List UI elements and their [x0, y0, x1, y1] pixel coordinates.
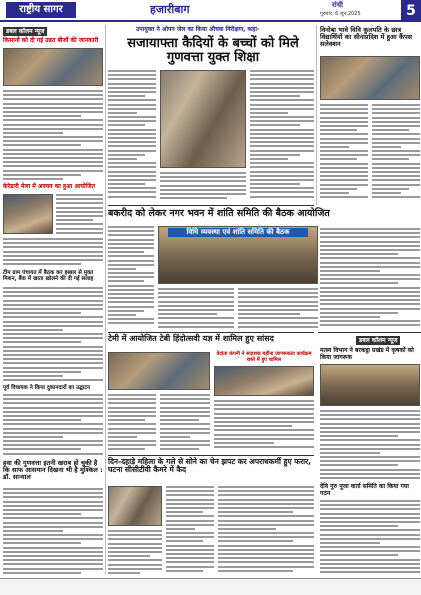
campus-selection-headline: विनोबा भावे विवि कुलपति के छात्र विद्यार्थियों का सीनाप्रदिश में हुआ कैंपस सलेक्शन	[320, 26, 413, 49]
bottom-advertisement-strip	[0, 578, 421, 595]
section-rule-3	[108, 455, 314, 456]
puja-committee-body	[320, 500, 420, 576]
yagya-photo	[108, 352, 210, 390]
vedanta-headline: वेदांता कंपनी ने सदाशक महीना जागरूकता कार्यक्रम रास्ते में हुए शामिल	[216, 351, 312, 363]
fisheries-body	[320, 410, 420, 480]
page-number: 5	[401, 0, 421, 22]
main-body-3	[250, 70, 314, 200]
jail-inspection-photo	[160, 70, 246, 168]
theft-body-1	[166, 486, 214, 576]
right-bakrid-body	[320, 228, 420, 328]
main-headline: सजायाफ्ता कैदियों के बच्चों को मिले गुणवत्ता युक्त शिक्षा	[127, 36, 299, 66]
vedanta-photo	[214, 366, 314, 396]
bakrid-body-1	[108, 226, 154, 326]
right-double-column-label: डबल कॉलम न्यूज	[356, 336, 400, 345]
yagya-body-2	[160, 394, 210, 452]
theft-body-2	[108, 530, 162, 576]
left-headline-4: पूर्व विधायक ने किया दुकानदारों का उद्घाटन	[3, 385, 91, 391]
left-headline-1: किसानों को दी गई उन्नत बीजों की जानकारी	[3, 37, 99, 44]
masthead	[0, 0, 421, 22]
meeting-banner: विधि व्यवस्था एवं शांति समिति की बैठक	[168, 228, 308, 237]
chain-snatching-headline: दिन-दहाड़े महिला के गले से सोने का चेन झपट कर अपराधकर्मी हुए फरार, घटना सीसीटीवी कैमरे में कैद	[108, 457, 312, 475]
bakrid-headline: बकरीद को लेकर नगर भवन में शांति समिति की बैठक आयोजित	[108, 208, 330, 219]
left-body-5	[3, 488, 103, 576]
brand-logo: राष्ट्रीय सागर	[6, 2, 76, 18]
column-divider-1	[105, 25, 106, 575]
section-rule-2	[108, 332, 314, 333]
section-rule-1	[108, 205, 314, 206]
main-body-1	[108, 70, 156, 200]
yagya-body-1	[108, 394, 156, 452]
left-headline-5: हवा की गुणवत्ता इतनी खराब हो चुकी है कि साफ आसमान दिखना भी है मुश्किल : डॉ. सान्याल	[3, 459, 103, 482]
left-body-2b	[3, 238, 103, 268]
edition-city: रांची	[332, 1, 343, 9]
fair-photo	[3, 194, 53, 234]
left-headline-2: केरेडारी मेला में अवयव का हुआ आयोजित	[3, 183, 95, 190]
column-divider-2	[316, 25, 317, 205]
mp-yagya-headline: टेमी में आयोजित टेबी हिंदोत्सवी यज्ञ में शामिल हुए सांसद	[108, 334, 274, 343]
double-column-label: डबल कॉलम न्यूज	[3, 27, 47, 36]
puja-committee-headline: देवि गुरु पूजा वार्ता समिति का किया गया गठन	[320, 483, 409, 497]
vedanta-body	[214, 400, 314, 452]
campus-body-2	[372, 104, 420, 202]
theft-body-3	[218, 486, 314, 576]
opinion-kicker: उपायुक्त ने ओपन जेल का किया औचक निरीक्षण, कहा-	[136, 26, 260, 33]
left-body-2a	[56, 194, 103, 234]
main-body-2	[160, 172, 246, 200]
bakrid-body-3	[238, 288, 318, 328]
left-body-3	[3, 287, 103, 383]
section-title: हजारीबाग	[150, 3, 190, 16]
chain-snatching-photo	[108, 486, 162, 526]
fisheries-headline: मत्स्य विभाग ने बरकट्ठा प्रखंड में कृषकों को किया जागरूक	[320, 347, 414, 361]
bakrid-body-2	[158, 288, 234, 328]
campus-selection-photo	[320, 56, 420, 100]
left-body-4	[3, 394, 103, 458]
left-headline-3: टीम ग्राम पंचायत में बैठक कर हब्बल से मुक्त मिशन, बैंक में खाता खोलने की दी गई सलाह	[3, 270, 94, 283]
fisheries-photo	[320, 364, 420, 406]
section-rule-right	[318, 332, 421, 333]
left-body-1	[3, 90, 103, 182]
edition-date: गुरुवार, 6 जून 2025	[320, 11, 361, 17]
farmers-photo	[3, 48, 103, 86]
campus-body-1	[320, 104, 368, 202]
